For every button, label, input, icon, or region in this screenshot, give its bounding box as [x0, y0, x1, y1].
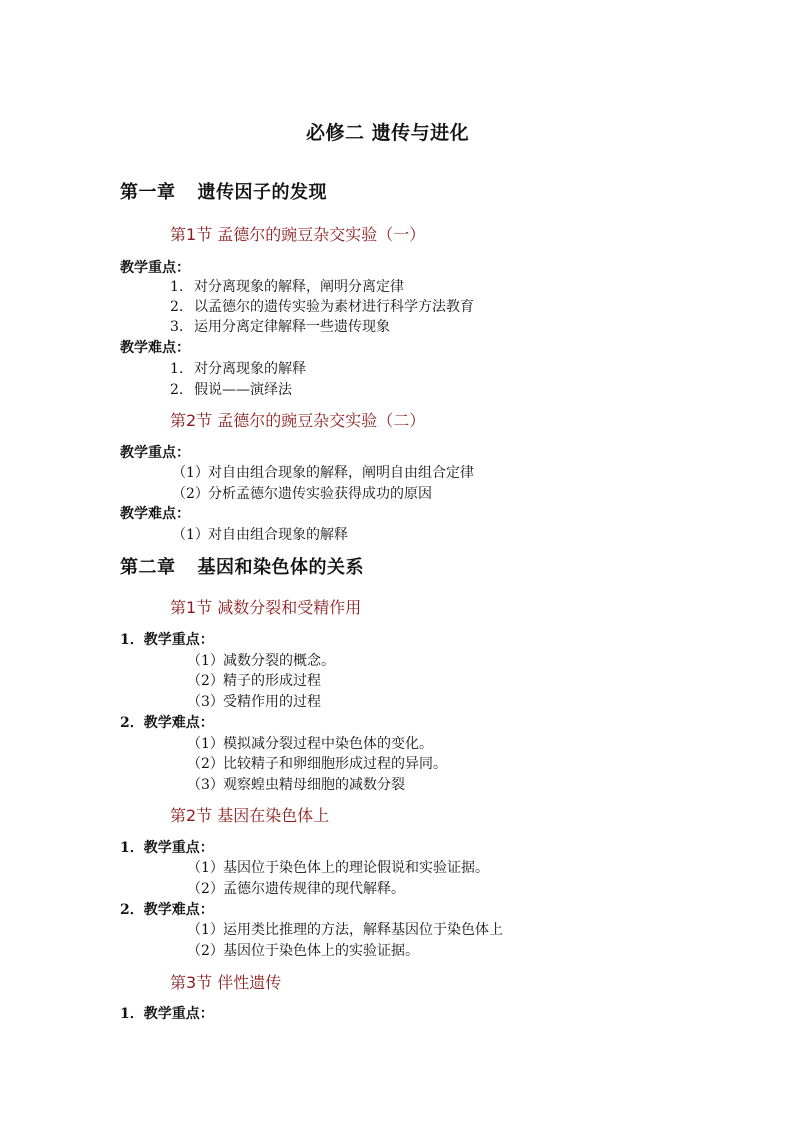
list-item: （3）观察蝗虫精母细胞的减数分裂	[187, 777, 405, 793]
ch2-section-1-heading: 第1节 减数分裂和受精作用	[170, 598, 362, 617]
ch2-s3-focus-label: 1．教学重点：	[120, 1006, 214, 1022]
ch1-s2-focus-label: 教学重点：	[120, 445, 190, 461]
chapter-2-heading	[120, 559, 364, 577]
ch2-section-2-heading: 第2节 基因在染色体上	[170, 806, 330, 825]
list-item: （1）对自由组合现象的解释	[172, 527, 348, 543]
ch1-s1-focus-label: 教学重点：	[120, 260, 190, 276]
chapter-1-number: 第一章	[120, 182, 176, 203]
ch1-s1-difficulty-label: 教学难点：	[120, 340, 190, 356]
chapter-1-name: 遗传因子的发现	[197, 182, 327, 203]
list-item: （1）对自由组合现象的解释，阐明自由组合定律	[172, 465, 474, 481]
list-item: （1）基因位于染色体上的理论假说和实验证据。	[187, 860, 489, 876]
ch2-section-3-heading: 第3节 伴性遗传	[170, 973, 282, 992]
list-item: 1. 对分离现象的解释，阐明分离定律	[170, 279, 404, 295]
list-item: （2）分析孟德尔遗传实验获得成功的原因	[172, 486, 432, 502]
list-item: 2. 假说——演绎法	[170, 382, 292, 398]
ch1-section-1-heading: 第1节 孟德尔的豌豆杂交实验（一）	[170, 225, 426, 244]
list-item: （2）孟德尔遗传规律的现代解释。	[187, 881, 405, 897]
list-item: （3）受精作用的过程	[187, 694, 321, 710]
ch1-s2-difficulty-label: 教学难点：	[120, 506, 190, 522]
list-item: （1）减数分裂的概念。	[187, 653, 335, 669]
list-item: 2. 以孟德尔的遗传实验为素材进行科学方法教育	[170, 299, 474, 315]
ch2-s1-focus-label: 1．教学重点：	[120, 632, 214, 648]
chapter-2-name: 基因和染色体的关系	[197, 557, 364, 578]
ch2-s2-difficulty-label: 2．教学难点：	[120, 902, 214, 918]
chapter-1-heading	[120, 184, 327, 202]
document-title: 必修二 遗传与进化	[306, 122, 470, 144]
list-item: （2）精子的形成过程	[187, 673, 321, 689]
ch2-s2-focus-label: 1．教学重点：	[120, 840, 214, 856]
list-item: 3. 运用分离定律解释一些遗传现象	[170, 319, 390, 335]
chapter-2-number: 第二章	[120, 557, 176, 578]
list-item: （1）运用类比推理的方法，解释基因位于染色体上	[187, 922, 503, 938]
list-item: 1. 对分离现象的解释	[170, 361, 306, 377]
list-item: （2）基因位于染色体上的实验证据。	[187, 943, 419, 959]
ch2-s1-difficulty-label: 2．教学难点：	[120, 715, 214, 731]
list-item: （2）比较精子和卵细胞形成过程的异同。	[187, 756, 447, 772]
list-item: （1）模拟减分裂过程中染色体的变化。	[187, 736, 433, 752]
ch1-section-2-heading: 第2节 孟德尔的豌豆杂交实验（二）	[170, 411, 426, 430]
